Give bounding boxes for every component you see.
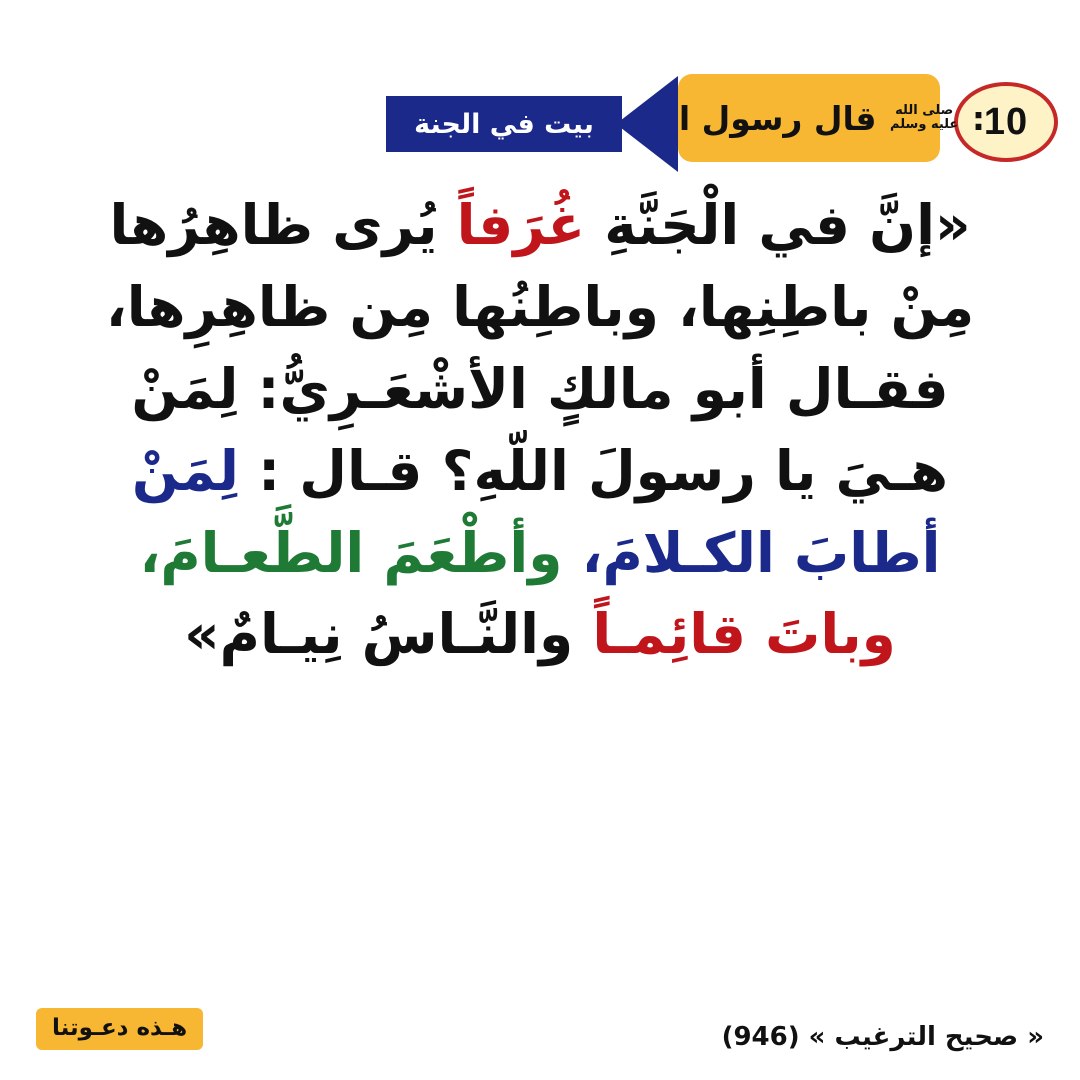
source-reference: « صحيح الترغيب » (946) [721, 1022, 1044, 1052]
arrow-banner-body [386, 96, 622, 152]
arrow-banner-label: بيت في الجنة [414, 108, 594, 140]
hadith-line [36, 352, 1044, 428]
hadith-segment: هـيَ يا رسولَ اللّهِ؟ قـال : [238, 438, 949, 503]
hadith-segment: «إنَّ في الْجَنَّةِ [585, 193, 971, 257]
hadith-line [36, 188, 1044, 264]
title-prefix-text: قال رسول اللّه [632, 98, 877, 138]
hadith-segment: أطابَ الكـلامَ، [581, 520, 941, 585]
arrow-banner [386, 88, 676, 160]
hadith-segment: وأطْعَمَ الطَّعـامَ، [139, 520, 582, 585]
number-badge-label: 10 [983, 100, 1029, 143]
hadith-segment: يُرى ظاهِرُها [109, 193, 457, 257]
hadith-text [36, 188, 1044, 679]
footer [0, 1002, 1080, 1062]
arrow-head-icon [616, 76, 678, 172]
header [0, 36, 1080, 176]
hadith-segment: فقـال أبو مالكٍ الأشْعَـرِيُّ: لِمَنْ [131, 356, 949, 421]
brand-label: هـذه دعـوتنا [52, 1015, 188, 1041]
hadith-segment: والنَّـاسُ نِيـامٌ» [184, 602, 593, 667]
title-plaque [632, 74, 986, 162]
hadith-segment: لِمَنْ [131, 438, 239, 503]
hadith-segment: مِنْ باطِنِها، وباطِنُها مِن ظاهِرِها، [105, 274, 975, 339]
salla-allahu-alayhi-wasallam-icon [890, 104, 958, 131]
salla-line-2: عليه وسلم [890, 116, 959, 132]
hadith-line [36, 270, 1044, 346]
title-suffix-colon: : [971, 98, 986, 138]
hadith-line [36, 516, 1044, 592]
hadith-line [36, 434, 1044, 510]
hadith-segment: وباتَ قائِمـاً [592, 602, 896, 667]
hadith-segment: غُرَفاً [456, 193, 586, 257]
salla-line-1: صلى الله [895, 102, 954, 118]
hadith-line [36, 597, 1044, 673]
brand-badge [36, 1008, 203, 1050]
title-plaque-text [627, 98, 991, 138]
